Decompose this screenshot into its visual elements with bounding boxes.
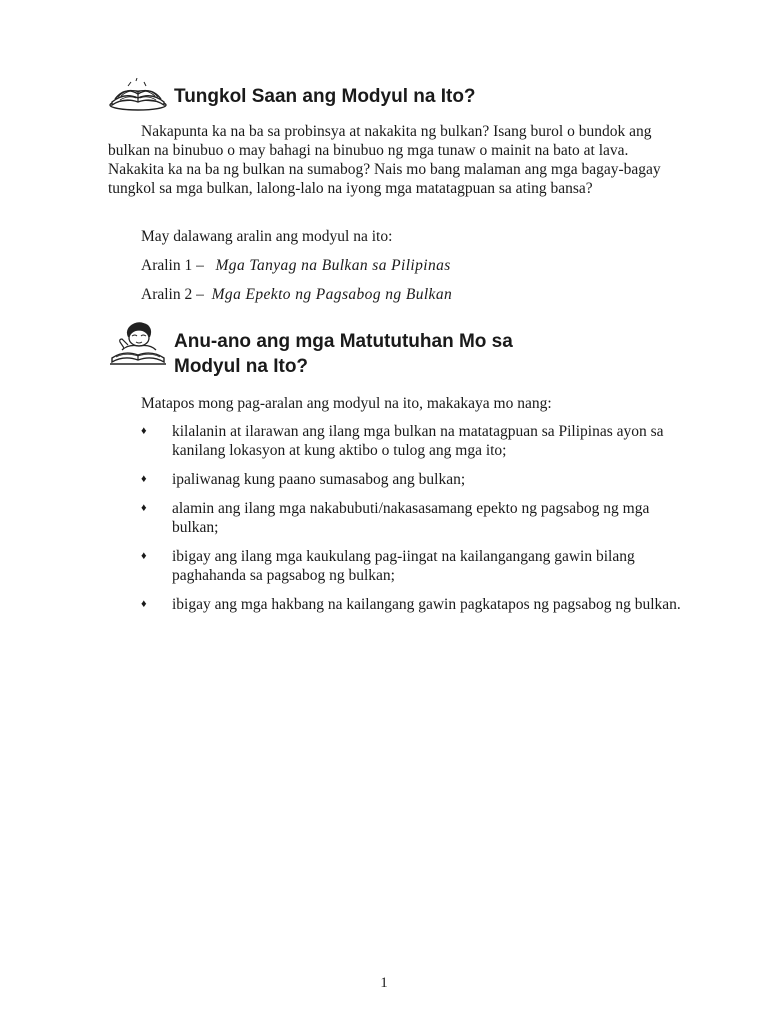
heading-line: Anu-ano ang mga Matututuhan Mo sa xyxy=(174,331,513,352)
objectives-list xyxy=(141,422,686,624)
objective-text: ibigay ang mga hakbang na kailangang gawin pagkatapos ng pagsabog ng bulkan. xyxy=(172,596,681,613)
lesson-label: Aralin 2 – xyxy=(141,286,204,303)
lessons-intro: May dalawang aralin ang modyul na ito: xyxy=(141,228,393,245)
page-number: 1 xyxy=(380,975,388,991)
lesson-title: Mga Epekto ng Pagsabog ng Bulkan xyxy=(211,286,453,303)
list-item xyxy=(141,422,686,460)
diamond-bullet-icon: ♦ xyxy=(141,550,147,562)
section-heading-objectives xyxy=(174,329,513,379)
list-item xyxy=(141,547,686,585)
open-book-icon xyxy=(108,78,168,117)
objective-text: alamin ang ilang mga nakabubuti/nakasasamang epekto ng pagsabog ng mga bulkan; xyxy=(172,500,650,536)
objective-text: ipaliwanag kung paano sumasabog ang bulkan; xyxy=(172,471,466,488)
objectives-intro: Matapos mong pag-aralan ang modyul na ito, makakaya mo nang: xyxy=(141,395,552,412)
diamond-bullet-icon: ♦ xyxy=(141,598,147,610)
heading-line: Modyul na Ito? xyxy=(174,356,309,377)
lesson-item xyxy=(141,256,451,275)
lesson-title: Mga Tanyag na Bulkan sa Pilipinas xyxy=(215,257,451,274)
list-item xyxy=(141,499,686,537)
objective-text: ibigay ang ilang mga kaukulang pag-iingat na kailangangang gawin bilang paghahanda sa pagsabog ng bulkan; xyxy=(172,548,635,584)
lesson-label: Aralin 1 – xyxy=(141,257,204,274)
section-header-about xyxy=(108,78,476,117)
diamond-bullet-icon: ♦ xyxy=(141,473,147,485)
diamond-bullet-icon: ♦ xyxy=(141,425,147,437)
section-heading-about: Tungkol Saan ang Modyul na Ito? xyxy=(174,86,476,107)
objective-text: kilalanin at ilarawan ang ilang mga bulkan na matatagpuan sa Pilipinas ayon sa kanilang lokasyon at kung aktibo o tulog ang mga ito; xyxy=(172,423,664,459)
list-item xyxy=(141,595,686,614)
list-item xyxy=(141,470,686,489)
section-header-objectives xyxy=(108,320,513,379)
diamond-bullet-icon: ♦ xyxy=(141,502,147,514)
intro-paragraph: Nakapunta ka na ba sa probinsya at nakakita ng bulkan? Isang burol o bundok ang bulkan na binubuo o may bahagi na binubuo ng mga tunaw o mainit na bato at lava. Nakakita ka na ba ng bulkan na sumabog? Nais mo bang malaman ang mga bagay-bagay tungkol sa mga bulkan, lalong-lalo na iyong mga matatagpuan sa ating bansa? xyxy=(108,123,661,197)
student-reading-icon xyxy=(108,320,168,371)
lesson-item xyxy=(141,285,452,304)
